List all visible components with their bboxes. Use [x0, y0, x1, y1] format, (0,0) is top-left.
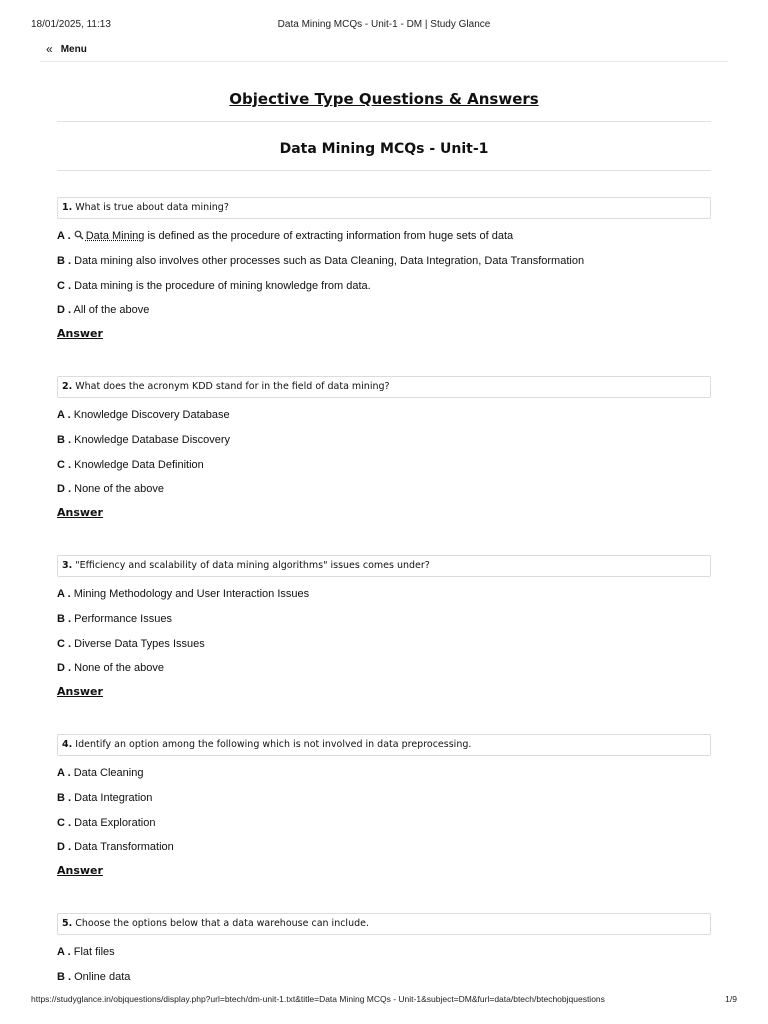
option-letter: C . [57, 279, 72, 292]
question-box [57, 734, 711, 756]
menu-label: Menu [60, 43, 87, 55]
question-number: 3. [62, 560, 73, 571]
option-a [57, 403, 711, 428]
question-3 [57, 555, 711, 734]
print-page-title: Data Mining MCQs - Unit-1 - DM | Study Glance [277, 19, 491, 30]
answer-toggle-3[interactable]: Answer [57, 685, 103, 699]
print-page-number: 1/9 [725, 994, 737, 1004]
option-text: Diverse Data Types Issues [74, 637, 205, 650]
option-text: Online data [74, 970, 131, 983]
option-letter: C . [57, 637, 72, 650]
option-list [57, 761, 711, 860]
option-text: All of the above [73, 304, 150, 317]
option-letter: C . [57, 816, 72, 829]
option-c [57, 632, 711, 657]
option-text: Data Exploration [74, 816, 156, 829]
keyword-link[interactable]: Data Mining [85, 230, 145, 242]
option-a [57, 761, 711, 786]
print-header [31, 19, 737, 33]
option-text: Knowledge Database Discovery [74, 433, 231, 446]
question-box [57, 913, 711, 935]
question-2 [57, 376, 711, 555]
option-b [57, 786, 711, 811]
option-letter: A . [57, 946, 71, 958]
question-text: Choose the options below that a data warehouse can include. [75, 918, 369, 929]
print-datetime: 18/01/2025, 11:13 [31, 19, 111, 30]
option-letter: B . [57, 970, 72, 983]
option-a [57, 224, 711, 249]
question-number: 4. [62, 739, 73, 750]
option-text: None of the above [74, 662, 165, 675]
option-a [57, 582, 711, 607]
double-chevron-left-icon: « [46, 42, 53, 56]
option-c [57, 453, 711, 478]
question-text: "Efficiency and scalability of data mining algorithms" issues comes under? [75, 560, 430, 571]
question-number: 1. [62, 202, 73, 213]
answer-toggle-1[interactable]: Answer [57, 327, 103, 341]
menu-button[interactable] [46, 42, 87, 56]
option-letter: D . [57, 662, 72, 675]
option-letter: B . [57, 612, 72, 625]
option-letter: D . [57, 304, 72, 317]
option-text: Flat files [73, 946, 115, 958]
option-d [57, 298, 711, 323]
option-text: None of the above [74, 483, 165, 496]
option-letter: A . [57, 588, 71, 600]
option-a [57, 940, 711, 965]
option-list [57, 224, 711, 323]
page-subheading: Data Mining MCQs - Unit-1 [279, 141, 489, 157]
option-text: Data mining is the procedure of mining knowledge from data. [74, 279, 371, 292]
option-letter: D . [57, 483, 72, 496]
option-list [57, 582, 711, 681]
option-text: Data mining also involves other processes such as Data Cleaning, Data Integration, Data Transformation [74, 254, 585, 267]
option-b [57, 607, 711, 632]
option-c [57, 811, 711, 836]
option-text: Mining Methodology and User Interaction Issues [73, 588, 310, 600]
option-c [57, 274, 711, 299]
option-list [57, 403, 711, 502]
option-text: Data Integration [74, 791, 153, 804]
option-d [57, 477, 711, 502]
option-text: Data Transformation [74, 841, 174, 854]
option-letter: B . [57, 433, 72, 446]
option-d [57, 835, 711, 860]
answer-toggle-4[interactable]: Answer [57, 864, 103, 878]
option-b [57, 428, 711, 453]
question-box [57, 197, 711, 219]
question-box [57, 555, 711, 577]
option-d [57, 656, 711, 681]
menu-divider [40, 61, 728, 62]
main-content [57, 86, 711, 1024]
question-1 [57, 197, 711, 376]
option-b [57, 249, 711, 274]
option-b [57, 965, 711, 990]
option-text: is defined as the procedure of extracting information from huge sets of data [144, 230, 514, 242]
option-text: Performance Issues [74, 612, 172, 625]
question-box [57, 376, 711, 398]
option-letter: B . [57, 254, 72, 267]
question-text: Identify an option among the following which is not involved in data preprocessing. [75, 739, 472, 750]
question-4 [57, 734, 711, 913]
print-url: https://studyglance.in/objquestions/display.php?url=btech/dm-unit-1.txt&title=Data Mining MCQs - Unit-1&subject=DM&furl=data/btech/btechobjquestions [31, 994, 605, 1004]
option-letter: A . [57, 409, 71, 421]
question-list [57, 197, 711, 1024]
option-letter: A . [57, 767, 71, 779]
option-letter: C . [57, 458, 72, 471]
option-text: Data Cleaning [73, 767, 144, 779]
answer-toggle-2[interactable]: Answer [57, 506, 103, 520]
heading-divider [57, 121, 711, 122]
question-text: What does the acronym KDD stand for in the field of data mining? [75, 381, 390, 392]
option-text: Knowledge Discovery Database [73, 409, 230, 421]
question-text: What is true about data mining? [75, 202, 229, 213]
option-list [57, 940, 711, 990]
question-number: 5. [62, 918, 73, 929]
question-5 [57, 913, 711, 1024]
option-letter: D . [57, 841, 72, 854]
option-letter: B . [57, 791, 72, 804]
option-letter: A . [57, 230, 71, 242]
print-footer [31, 994, 737, 1007]
subheading-divider [57, 170, 711, 171]
option-text: Knowledge Data Definition [74, 458, 204, 471]
question-number: 2. [62, 381, 73, 392]
search-icon [74, 230, 84, 240]
page-heading: Objective Type Questions & Answers [229, 90, 539, 108]
